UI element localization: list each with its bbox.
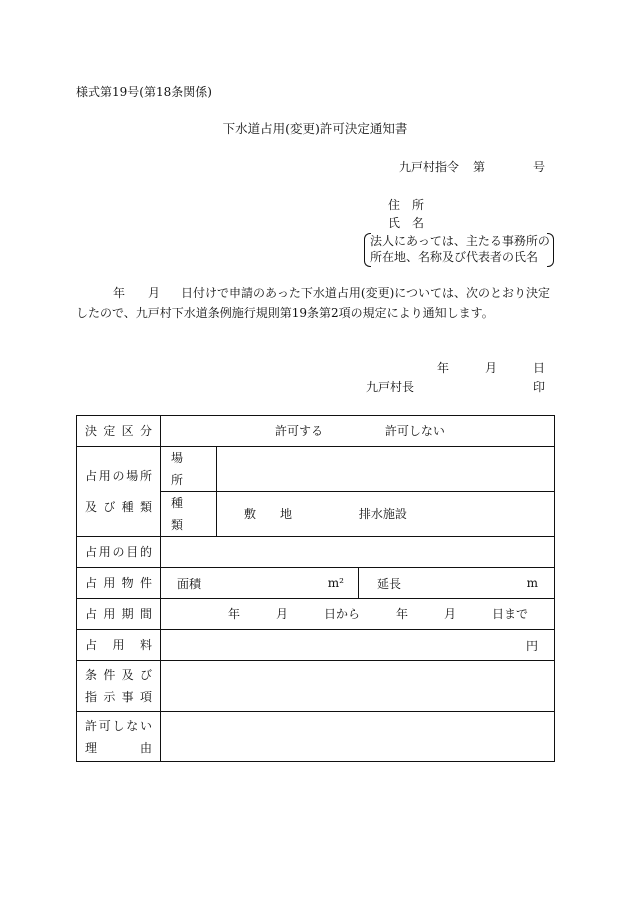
conditions-label — [77, 661, 161, 712]
period-year-1: 年 — [228, 607, 241, 621]
period-to: 日まで — [492, 607, 529, 621]
permit-table — [76, 415, 555, 762]
row-purpose — [77, 537, 555, 568]
area-unit: m² — [327, 576, 344, 590]
body-year: 年 — [113, 286, 126, 300]
kind-cell[interactable] — [217, 492, 555, 537]
reason-input[interactable] — [161, 712, 555, 762]
date-day: 日 — [533, 361, 546, 375]
length-cell[interactable] — [359, 568, 555, 599]
row-reason — [77, 712, 555, 762]
decision-cell[interactable] — [161, 416, 555, 447]
reason-label-1: 許可しない — [85, 718, 152, 733]
location-label-1: 占用の場所 — [85, 468, 152, 483]
mayor-title: 九戸村長 — [366, 380, 415, 394]
row-decision — [77, 416, 555, 447]
conditions-label-2: 指示事項 — [85, 690, 152, 704]
row-fee — [77, 630, 555, 661]
kind-option-land: 敷 地 — [244, 507, 293, 521]
length-unit: m — [526, 576, 539, 590]
reason-label-2: 理 由 — [85, 740, 152, 755]
note-line-2: 所在地、名称及び代表者の氏名 — [370, 250, 539, 264]
purpose-input[interactable] — [161, 537, 555, 568]
fee-unit: 円 — [526, 638, 539, 653]
conditions-input[interactable] — [161, 661, 555, 712]
document-title: 下水道占用(変更)許可決定通知書 — [222, 121, 408, 136]
row-period — [77, 599, 555, 630]
date-month: 月 — [485, 361, 498, 375]
row-conditions — [77, 661, 555, 712]
issuer-ref-go: 号 — [533, 160, 546, 174]
period-from: 日から — [324, 607, 361, 621]
corporate-note — [364, 233, 554, 265]
row-location — [77, 447, 555, 492]
place-input[interactable] — [217, 447, 555, 492]
period-month-2: 月 — [444, 607, 457, 621]
issuer-ref-dai: 第 — [473, 160, 486, 174]
right-bracket — [547, 233, 554, 267]
note-line-1: 法人にあっては、主たる事務所の — [370, 234, 550, 248]
area-label: 面積 — [177, 576, 202, 591]
kind-label: 種 類 — [161, 492, 217, 537]
kind-option-drainage: 排水施設 — [358, 507, 407, 521]
area-cell[interactable] — [161, 568, 359, 599]
length-label: 延長 — [377, 576, 402, 591]
period-cell[interactable] — [161, 599, 555, 630]
period-month-1: 月 — [276, 607, 289, 621]
date-year: 年 — [437, 361, 450, 375]
body-month: 月 — [148, 286, 161, 300]
seal-mark: 印 — [533, 380, 546, 394]
form-reference: 様式第19号(第18条関係) — [76, 85, 212, 99]
decision-label: 決定区分 — [77, 416, 161, 447]
reason-label — [77, 712, 161, 762]
place-label: 場 所 — [161, 447, 217, 492]
purpose-label: 占用の目的 — [77, 537, 161, 568]
fee-cell[interactable] — [161, 630, 555, 661]
body-text-2: したので、九戸村下水道条例施行規則第19条第2項の規定により通知します。 — [76, 306, 494, 320]
not-permit-option: 許可しない — [384, 424, 445, 438]
object-label: 占用物件 — [77, 568, 161, 599]
period-year-2: 年 — [396, 607, 409, 621]
fee-label: 占用料 — [77, 630, 161, 661]
row-object — [77, 568, 555, 599]
address-label: 住 所 — [388, 198, 425, 212]
name-label: 氏 名 — [388, 216, 425, 230]
period-label: 占用期間 — [77, 599, 161, 630]
location-kind-label — [77, 447, 161, 537]
body-text-1: 日付けで申請のあった下水道占用(変更)については、次のとおり決定 — [181, 286, 551, 300]
permit-option: 許可する — [275, 424, 324, 438]
issuer-ref-prefix: 九戸村指令 — [399, 160, 460, 174]
location-label-2: 及び種類 — [85, 499, 152, 514]
conditions-label-1: 条件及び — [85, 668, 152, 682]
